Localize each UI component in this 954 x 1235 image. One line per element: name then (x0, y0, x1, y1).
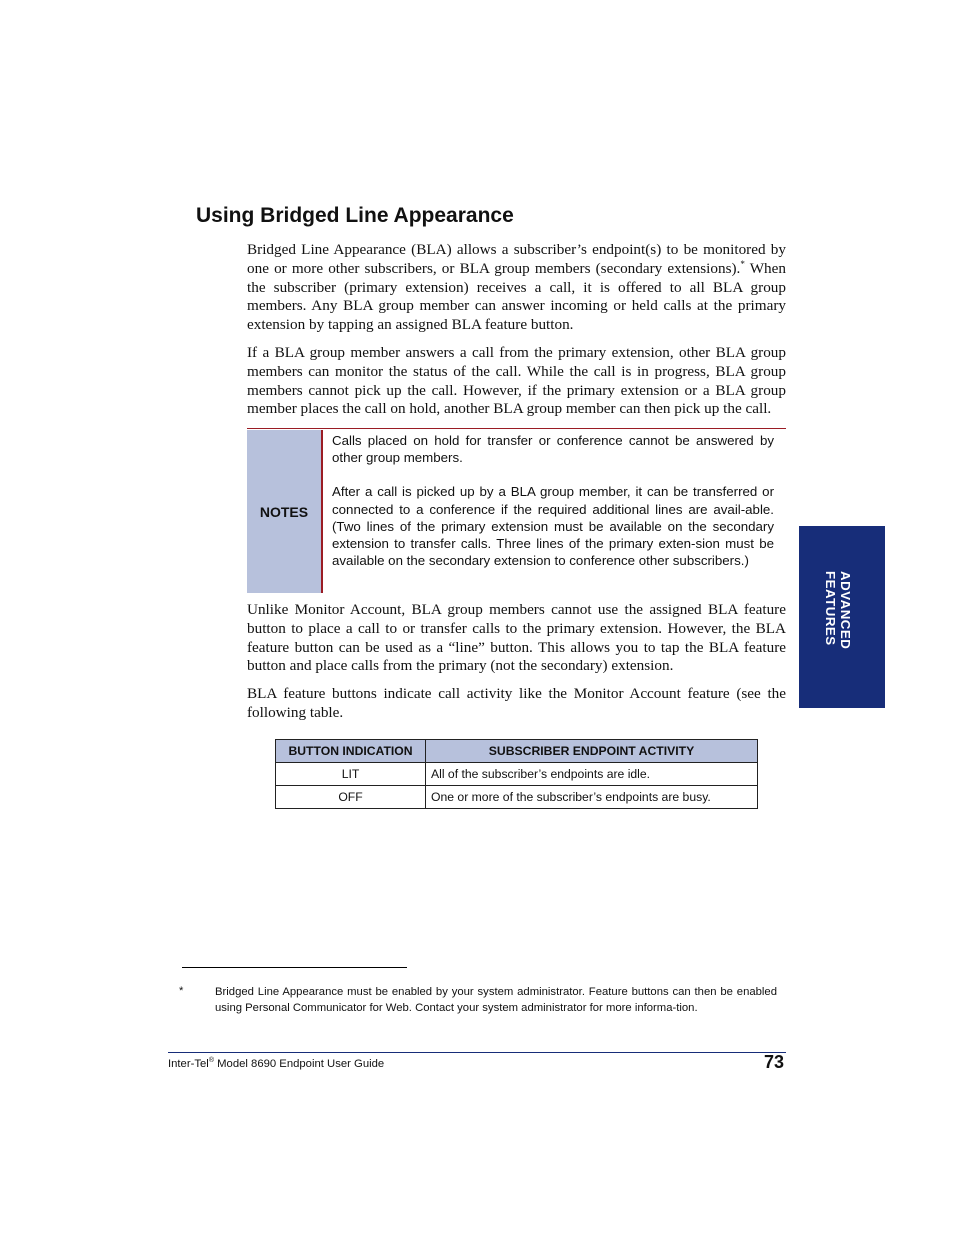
footer-document-title (168, 1058, 384, 1070)
footnote-separator (182, 967, 407, 968)
section-heading: Using Bridged Line Appearance (196, 204, 514, 227)
paragraph-answer: If a BLA group member answers a call from the primary extension, other BLA group members can monitor the status of the call. While the call is in progress, BLA group members cannot pick up the call. However, if the primary extension or a BLA group member places the call on hold, another BLA group member can then pick up the call. (247, 344, 786, 418)
note-item: After a call is picked up by a BLA group member, it can be transferred or connected to a conference if the required additional lines are avail-able. (Two lines of the primary extension must be available on the secondary extension to transfer calls. Three lines of the primary exten-sion must be available on the secondary extension to conference other subscribers.) (332, 484, 774, 569)
side-tab-line-1: ADVANCED (838, 571, 853, 650)
table-header-row (276, 740, 758, 763)
footnote-reference: * (740, 258, 745, 269)
footnote-text: Bridged Line Appearance must be enabled by your system administrator. Feature buttons can then be enabled using Personal Communicator for Web. Contact your system administrator for more informa-tion. (215, 986, 777, 1014)
chapter-side-tab-label (823, 571, 853, 649)
paragraph-intro (247, 241, 786, 335)
notes-box (247, 428, 786, 593)
footer-title-text: Model 8690 Endpoint User Guide (213, 1058, 385, 1070)
notes-label-panel (247, 430, 321, 593)
page-number: 73 (763, 1052, 784, 1072)
table-cell-activity: One or more of the subscriber’s endpoints are busy. (426, 786, 758, 809)
footnote-mark: * (179, 985, 184, 997)
column-header-indication: BUTTON INDICATION (276, 740, 426, 763)
footer-separator (168, 1052, 786, 1053)
notes-label: NOTES (259, 503, 309, 520)
table-cell-activity: All of the subscriber’s endpoints are idle. (426, 763, 758, 786)
chapter-side-tab (799, 526, 885, 708)
note-item: Calls placed on hold for transfer or conference cannot be answered by other group members. (332, 433, 774, 466)
registered-mark: ® (208, 1057, 214, 1065)
table-row (276, 763, 758, 786)
table-cell-indication: LIT (276, 763, 426, 786)
paragraph-monitor-account: Unlike Monitor Account, BLA group members cannot use the assigned BLA feature button to place a call to or transfer calls to the primary extension. However, the BLA feature button can be used as a “line” button. This allows you to tap the BLA feature button and place calls from the primary (not the secondary) extension. (247, 601, 786, 675)
button-indication-table (275, 739, 758, 809)
notes-divider (321, 430, 323, 593)
table-row (276, 786, 758, 809)
footer-brand: Inter-Tel (168, 1058, 209, 1070)
paragraph-intro-end: When the subscriber (primary extension) receives a call, it is offered to all BLA group members. Any BLA group member can answer incoming or held calls at the primary extension by tapping an assigned BLA feature button. (247, 259, 786, 334)
paragraph-table-intro: BLA feature buttons indicate call activity like the Monitor Account feature (see the following table. (247, 685, 786, 721)
paragraph-intro-start: Bridged Line Appearance (BLA) allows a subscriber’s endpoint(s) to be monitored by one or more other subscribers, or BLA group members (secondary extensions). (247, 241, 786, 277)
column-header-activity: SUBSCRIBER ENDPOINT ACTIVITY (426, 740, 758, 763)
side-tab-line-2: FEATURES (823, 571, 838, 646)
table-cell-indication: OFF (276, 786, 426, 809)
notes-body (332, 432, 774, 569)
